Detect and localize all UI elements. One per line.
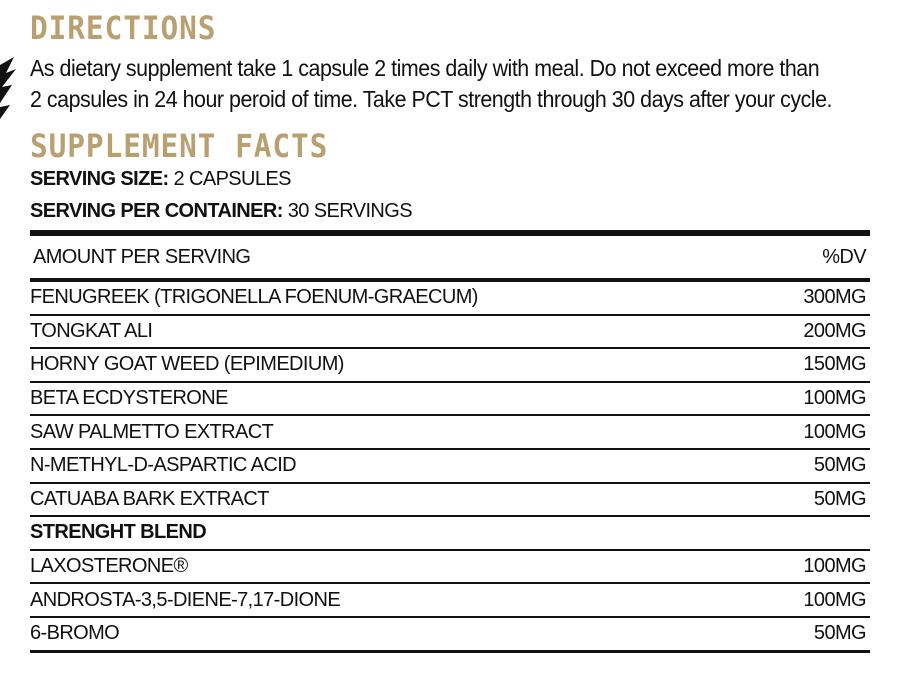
ingredient-name: 6-BROMO — [30, 622, 120, 645]
ingredient-amount: 100MG — [803, 387, 866, 410]
table-header — [30, 236, 870, 282]
ingredient-name: CATUABA BARK EXTRACT — [30, 487, 269, 510]
ingredient-amount: 100MG — [803, 420, 866, 443]
table-row — [30, 349, 870, 383]
table-row — [30, 551, 870, 585]
table-row — [30, 282, 870, 316]
ingredient-name: LAXOSTERONE® — [30, 555, 188, 578]
table-row — [30, 517, 870, 551]
supplement-facts-table — [30, 230, 870, 653]
servings-per-container-label: SERVING PER CONTAINER: — [30, 200, 283, 222]
ingredient-amount: 50MG — [813, 622, 866, 645]
table-row — [30, 584, 870, 618]
header-amount-per-serving: AMOUNT PER SERVING — [33, 245, 251, 268]
table-body — [30, 282, 870, 650]
table-row — [30, 316, 870, 350]
ingredient-amount: 300MG — [803, 286, 866, 309]
serving-size — [30, 168, 291, 191]
header-daily-value: %DV — [822, 245, 866, 268]
ingredient-amount: 200MG — [803, 319, 866, 342]
table-row — [30, 484, 870, 518]
directions-line-2: 2 capsules in 24 hour peroid of time. Take PCT strength through 30 days after your cycle. — [30, 86, 833, 112]
supplement-facts-heading: SUPPLEMENT FACTS — [30, 127, 329, 165]
ingredient-name: BETA ECDYSTERONE — [30, 387, 228, 410]
ingredient-amount: 50MG — [813, 487, 866, 510]
table-row — [30, 416, 870, 450]
directions-text — [30, 53, 833, 115]
ingredient-amount: 50MG — [813, 454, 866, 477]
serving-size-value: 2 CAPSULES — [173, 168, 291, 190]
ingredient-name: N-METHYL-D-ASPARTIC ACID — [30, 454, 297, 477]
table-row — [30, 618, 870, 650]
ingredient-name: ANDROSTA-3,5-DIENE-7,17-DIONE — [30, 588, 341, 611]
ingredient-amount: 100MG — [803, 588, 866, 611]
serving-size-label: SERVING SIZE: — [30, 168, 169, 190]
leaf-decoration-icon — [0, 55, 18, 125]
ingredient-name: FENUGREEK (TRIGONELLA FOENUM-GRAECUM) — [30, 286, 478, 309]
ingredient-amount: 150MG — [803, 353, 866, 376]
directions-heading: DIRECTIONS — [30, 9, 217, 47]
ingredient-name: TONGKAT ALI — [30, 319, 153, 342]
servings-per-container-value: 30 SERVINGS — [287, 200, 412, 222]
table-row — [30, 383, 870, 417]
directions-line-1: As dietary supplement take 1 capsule 2 times daily with meal. Do not exceed more than — [30, 55, 820, 81]
ingredient-name: HORNY GOAT WEED (EPIMEDIUM) — [30, 353, 344, 376]
table-row — [30, 450, 870, 484]
ingredient-amount: 100MG — [803, 555, 866, 578]
ingredient-name: STRENGHT BLEND — [30, 521, 207, 544]
ingredient-name: SAW PALMETTO EXTRACT — [30, 420, 274, 443]
servings-per-container — [30, 200, 412, 223]
